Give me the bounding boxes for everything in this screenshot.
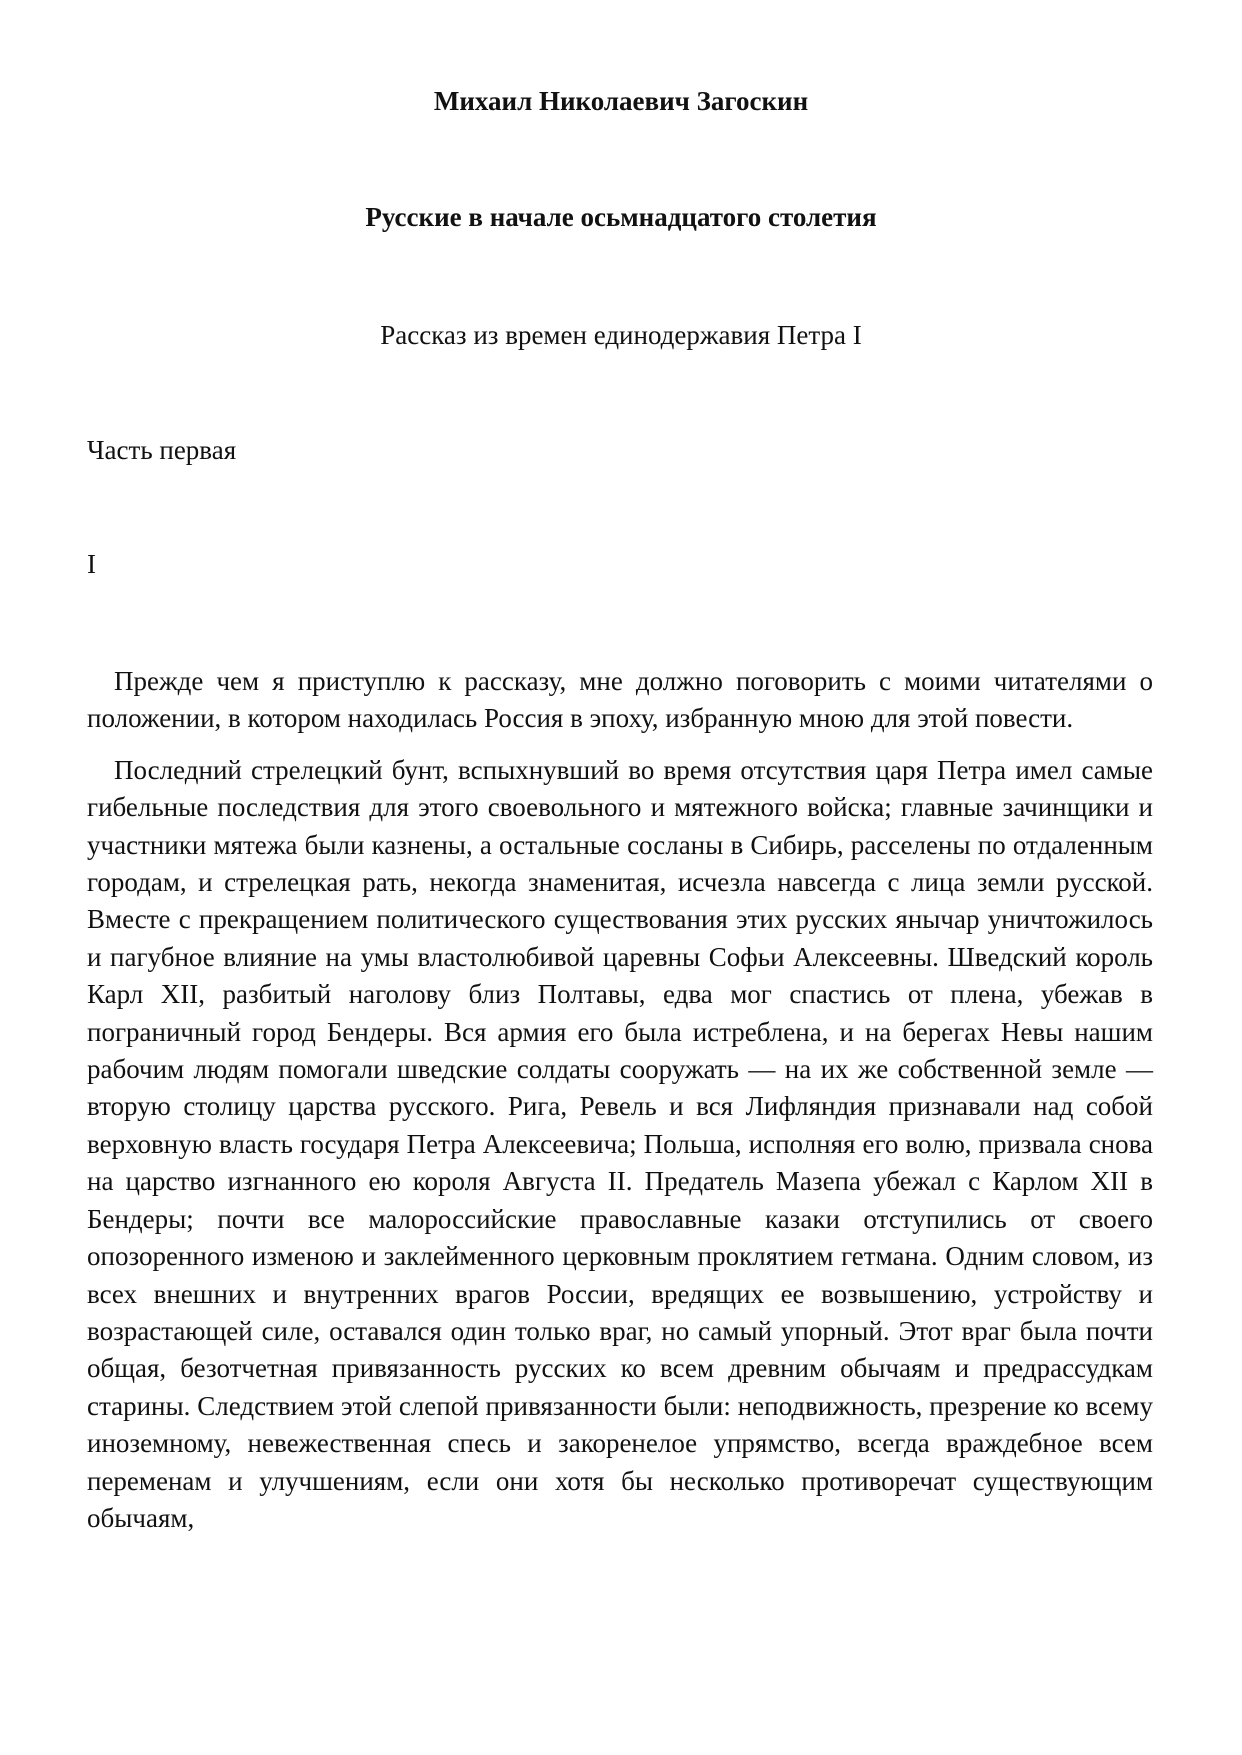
book-title: Русские в начале осьмнадцатого столетия: [365, 202, 877, 232]
paragraph: Прежде чем я приступлю к рассказу, мне должно поговорить с моими читателями о положении, в котором находилась Россия в эпоху, избранную мною для этой повести.: [87, 666, 1153, 734]
author-name: Михаил Николаевич Загоскин: [433, 86, 809, 116]
book-subtitle: Рассказ из времен единодержавия Петра I: [380, 320, 862, 350]
part-heading: Часть первая: [87, 435, 237, 465]
chapter-heading: I: [87, 549, 96, 579]
body-text: [87, 663, 1153, 1551]
paragraph: Последний стрелецкий бунт, вспыхнувший во время отсутствия царя Петра имел самые гибельные последствия для этого своевольного и мятежного войска; главные зачинщики и участники мятежа были казнены, а остальные сосланы в Сибирь, расселены по отдаленным городам, и стрелецкая рать, некогда знаменитая, исчезла навсегда с лица земли русской. Вместе с прекращением политического существования этих русских янычар уничтожилось и пагубное влияние на умы властолюбивой царевны Софьи Алексеевны. Шведский король Карл XII, разбитый наголову близ Полтавы, едва мог спастись от плена, убежав в пограничный город Бендеры. Вся армия его была истреблена, и на берегах Невы нашим рабочим людям помогали шведские солдаты сооружать — на их же собственной земле — вторую столицу царства русского. Рига, Ревель и вся Лифляндия признавали над собой верховную власть государя Петра Алексеевича; Польша, исполняя его волю, призвала снова на царство изгнанного ею короля Августа II. Предатель Мазепа убежал с Карлом XII в Бендеры; почти все малороссийские православные казаки отступились от своего опозоренного изменою и заклейменного церковным проклятием гетмана. Одним словом, из всех внешних и внутренних врагов России, вредящих ее возвышению, устройству и возрастающей силе, оставался один только враг, но самый упорный. Этот враг была почти общая, безотчетная привязанность русских ко всем древним обычаям и предрассудкам старины. Следствием этой слепой привязанности были: неподвижность, презрение ко всему иноземному, невежественная спесь и закоренелое упрямство, всегда враждебное всем переменам и улучшениям, если они хотя бы несколько противоречат существующим обычаям,: [87, 754, 1153, 1533]
